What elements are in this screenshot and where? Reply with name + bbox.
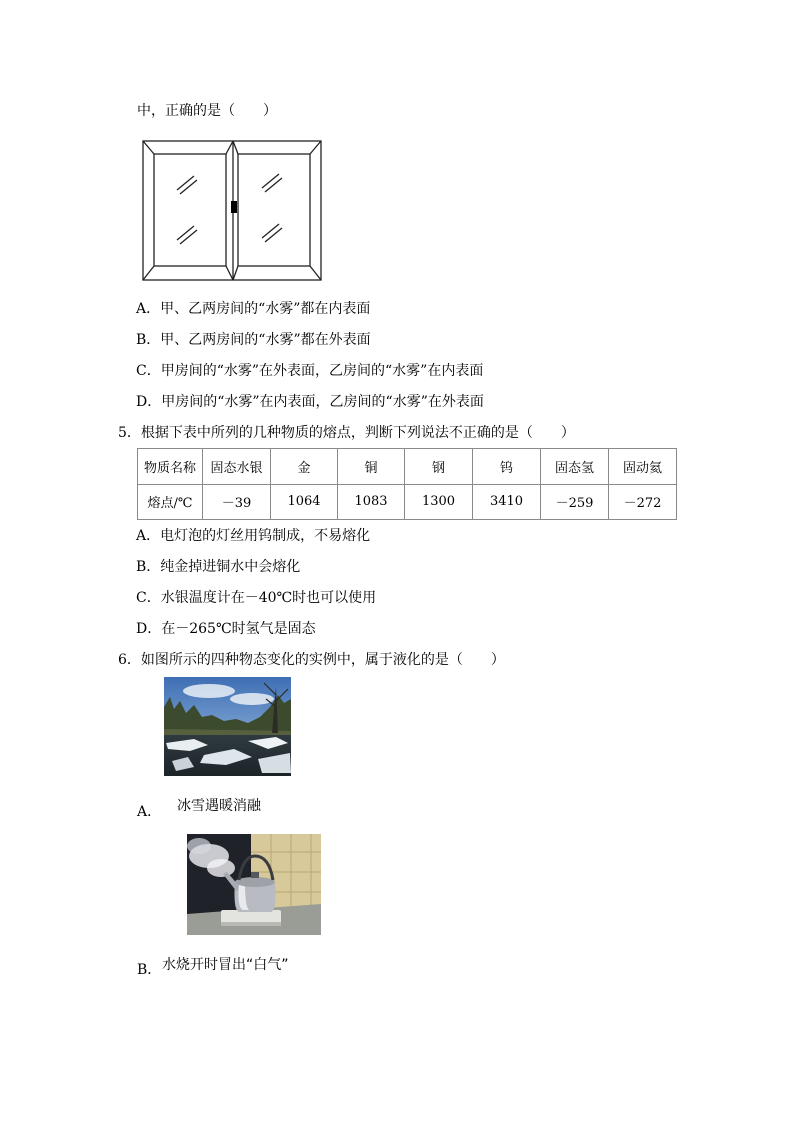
table-cell: 固态氢: [541, 449, 609, 485]
q5-stem: 5．根据下表中所列的几种物质的熔点，判断下列说法不正确的是（ ）: [118, 425, 575, 441]
table-cell: 1083: [338, 484, 405, 520]
q4-option-c: C．甲房间的“水雾”在外表面，乙房间的“水雾”在内表面: [136, 363, 484, 379]
q4-option-d: D．甲房间的“水雾”在内表面，乙房间的“水雾”在外表面: [136, 394, 484, 410]
table-cell: 物质名称: [138, 449, 203, 485]
table-cell: 熔点/℃: [138, 484, 203, 520]
table-cell: 钨: [473, 449, 541, 485]
melting-snow-photo: [164, 677, 291, 776]
window-latch: [231, 201, 237, 213]
window-diagram: [142, 140, 322, 282]
q6-option-a-caption: 冰雪遇暖消融: [177, 798, 261, 814]
q4-stem-tail: 中，正确的是（ ）: [137, 103, 277, 119]
q5-option-c: C．水银温度计在－40℃时也可以使用: [136, 590, 377, 606]
table-cell: 1064: [271, 484, 338, 520]
table-row: [138, 484, 677, 520]
q6-stem: 6．如图所示的四种物态变化的实例中，属于液化的是（ ）: [118, 652, 505, 668]
table-header-row: [138, 449, 677, 485]
melting-point-table: [137, 448, 677, 520]
table-cell: －259: [541, 484, 609, 520]
q5-option-a: A．电灯泡的灯丝用钨制成，不易熔化: [136, 528, 371, 544]
q6-option-b-letter: B．: [137, 962, 162, 978]
table-cell: 钢: [405, 449, 473, 485]
q6-option-a-letter: A．: [137, 804, 162, 820]
table-cell: 铜: [338, 449, 405, 485]
boiling-kettle-photo: [187, 834, 321, 935]
q4-option-a: A．甲、乙两房间的“水雾”都在内表面: [136, 301, 371, 317]
q4-option-b: B．甲、乙两房间的“水雾”都在外表面: [136, 332, 371, 348]
table-cell: 1300: [405, 484, 473, 520]
q5-option-b: B．纯金掉进铜水中会熔化: [136, 559, 301, 575]
table-cell: －39: [203, 484, 271, 520]
table-cell: 固动氦: [609, 449, 677, 485]
table-cell: 固态水银: [203, 449, 271, 485]
table-cell: 3410: [473, 484, 541, 520]
q6-option-b-caption: 水烧开时冒出“白气”: [162, 957, 289, 973]
table-cell: 金: [271, 449, 338, 485]
table-cell: －272: [609, 484, 677, 520]
q5-option-d: D．在－265℃时氢气是固态: [136, 621, 316, 637]
